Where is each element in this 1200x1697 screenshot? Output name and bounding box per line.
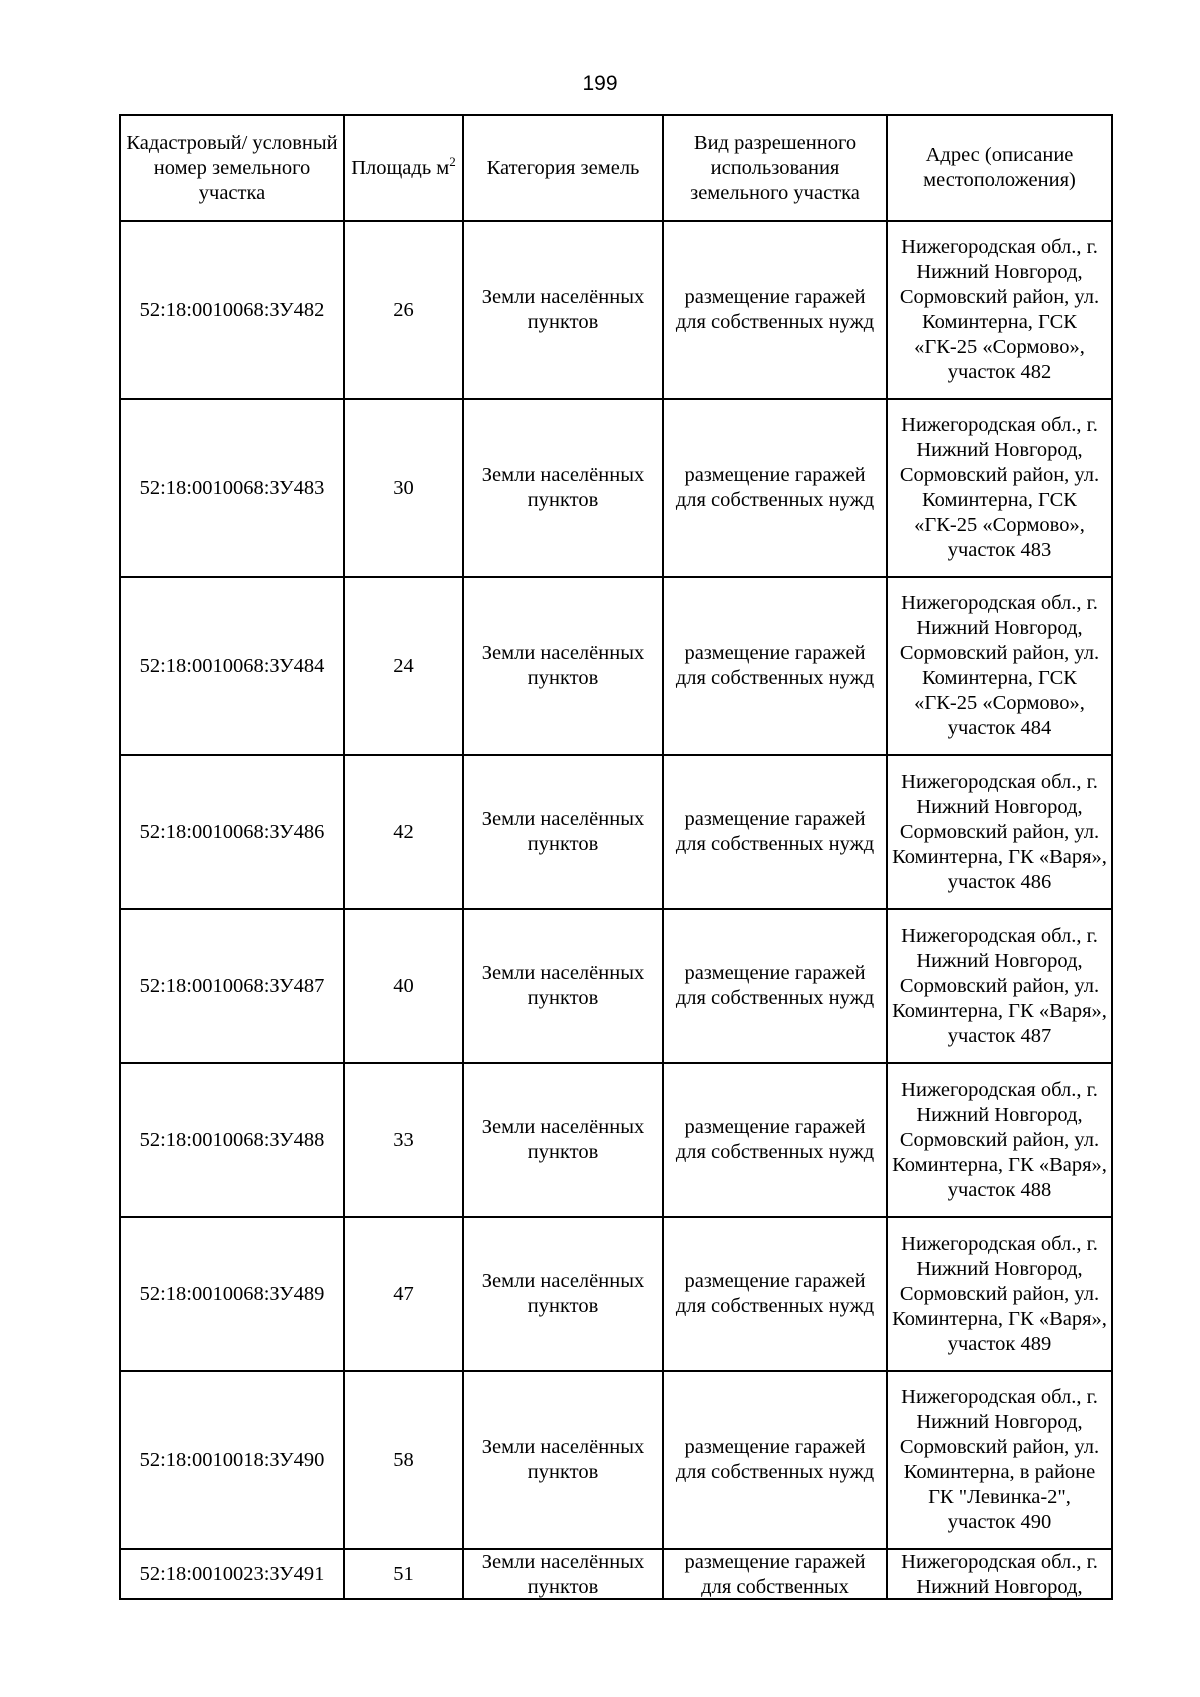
cell-cadastral-number: 52:18:0010068:ЗУ483 [120, 399, 344, 577]
table-header-row [120, 115, 1112, 221]
cell-permitted-use: размещение гаражей для собственных нужд [663, 1063, 887, 1217]
cell-cadastral-number: 52:18:0010068:ЗУ484 [120, 577, 344, 755]
cell-cadastral-number: 52:18:0010023:ЗУ491 [120, 1549, 344, 1599]
table-row [120, 399, 1112, 577]
cell-permitted-use: размещение гаражей для собственных нужд [663, 221, 887, 399]
cell-permitted-use-text: размещение гаражей для собственных [684, 1551, 866, 1598]
header-cadastral-number: Кадастровый/ условный номер земельного участка [120, 115, 344, 221]
header-land-category: Категория земель [463, 115, 663, 221]
cell-address: Нижегородская обл., г. Нижний Новгород, Сормовский район, ул. Коминтерна, ГК «Варя», участок 489 [887, 1217, 1112, 1371]
cell-land-category: Земли населённых пунктов [463, 909, 663, 1063]
cell-cadastral-number: 52:18:0010068:ЗУ482 [120, 221, 344, 399]
header-area-unit-superscript: 2 [449, 153, 456, 169]
cell-land-category: Земли населённых пунктов [463, 1217, 663, 1371]
cell-cadastral-number: 52:18:0010068:ЗУ488 [120, 1063, 344, 1217]
cell-land-category-text: Земли населённых пунктов [481, 1551, 645, 1598]
cell-permitted-use: размещение гаражей для собственных нужд [663, 1217, 887, 1371]
cell-land-category: Земли населённых пунктов [463, 1371, 663, 1549]
cell-address: Нижегородская обл., г. Нижний Новгород, Сормовский район, ул. Коминтерна, ГК «Варя», участок 486 [887, 755, 1112, 909]
cell-address: Нижегородская обл., г. Нижний Новгород, Сормовский район, ул. Коминтерна, ГСК «ГК-25 «Сормово», участок 483 [887, 399, 1112, 577]
cell-address: Нижегородская обл., г. Нижний Новгород, Сормовский район, ул. Коминтерна, ГК «Варя», участок 488 [887, 1063, 1112, 1217]
cell-address: Нижегородская обл., г. Нижний Новгород, Сормовский район, ул. Коминтерна, ГСК «ГК-25 «Сормово», участок 482 [887, 221, 1112, 399]
cell-land-category: Земли населённых пунктов [463, 399, 663, 577]
header-address: Адрес (описание местоположения) [887, 115, 1112, 221]
cell-area: 51 [344, 1549, 463, 1599]
table-row [120, 1371, 1112, 1549]
cell-cadastral-number: 52:18:0010018:ЗУ490 [120, 1371, 344, 1549]
cell-cadastral-number: 52:18:0010068:ЗУ489 [120, 1217, 344, 1371]
cell-permitted-use: размещение гаражей для собственных нужд [663, 1371, 887, 1549]
cell-permitted-use: размещение гаражей для собственных нужд [663, 399, 887, 577]
table-row [120, 221, 1112, 399]
cell-cadastral-number: 52:18:0010068:ЗУ487 [120, 909, 344, 1063]
cell-area: 40 [344, 909, 463, 1063]
table-row [120, 577, 1112, 755]
land-plots-table [119, 114, 1113, 1600]
table-row [120, 1549, 1112, 1599]
cell-land-category: Земли населённых пунктов [463, 1063, 663, 1217]
cell-address: Нижегородская обл., г. Нижний Новгород, Сормовский район, ул. Коминтерна, ГК «Варя», участок 487 [887, 909, 1112, 1063]
cell-area: 58 [344, 1371, 463, 1549]
header-area-label: Площадь м [351, 156, 450, 179]
cell-area: 26 [344, 221, 463, 399]
cell-land-category: Земли населённых пунктов [463, 755, 663, 909]
table-row [120, 1217, 1112, 1371]
cell-area: 24 [344, 577, 463, 755]
cell-address: Нижегородская обл., г. Нижний Новгород, Сормовский район, ул. Коминтерна, в районе ГК "Левинка-2", участок 490 [887, 1371, 1112, 1549]
cell-land-category: Земли населённых пунктов [463, 577, 663, 755]
table-row [120, 909, 1112, 1063]
cell-permitted-use: размещение гаражей для собственных нужд [663, 755, 887, 909]
cell-land-category [463, 1549, 663, 1599]
header-area [344, 115, 463, 221]
cell-area: 42 [344, 755, 463, 909]
table-row [120, 755, 1112, 909]
cell-cadastral-number: 52:18:0010068:ЗУ486 [120, 755, 344, 909]
page-number: 199 [582, 72, 618, 95]
header-permitted-use: Вид разрешенного использования земельного участка [663, 115, 887, 221]
cell-area: 30 [344, 399, 463, 577]
cell-permitted-use: размещение гаражей для собственных нужд [663, 909, 887, 1063]
cell-land-category: Земли населённых пунктов [463, 221, 663, 399]
table-row [120, 1063, 1112, 1217]
cell-address: Нижегородская обл., г. Нижний Новгород, Сормовский район, ул. Коминтерна, ГСК «ГК-25 «Сормово», участок 484 [887, 577, 1112, 755]
cell-address-text: Нижегородская обл., г. Нижний Новгород, [901, 1551, 1098, 1598]
cell-area: 47 [344, 1217, 463, 1371]
cell-address [887, 1549, 1112, 1599]
cell-permitted-use: размещение гаражей для собственных нужд [663, 577, 887, 755]
cell-area: 33 [344, 1063, 463, 1217]
cell-permitted-use [663, 1549, 887, 1599]
